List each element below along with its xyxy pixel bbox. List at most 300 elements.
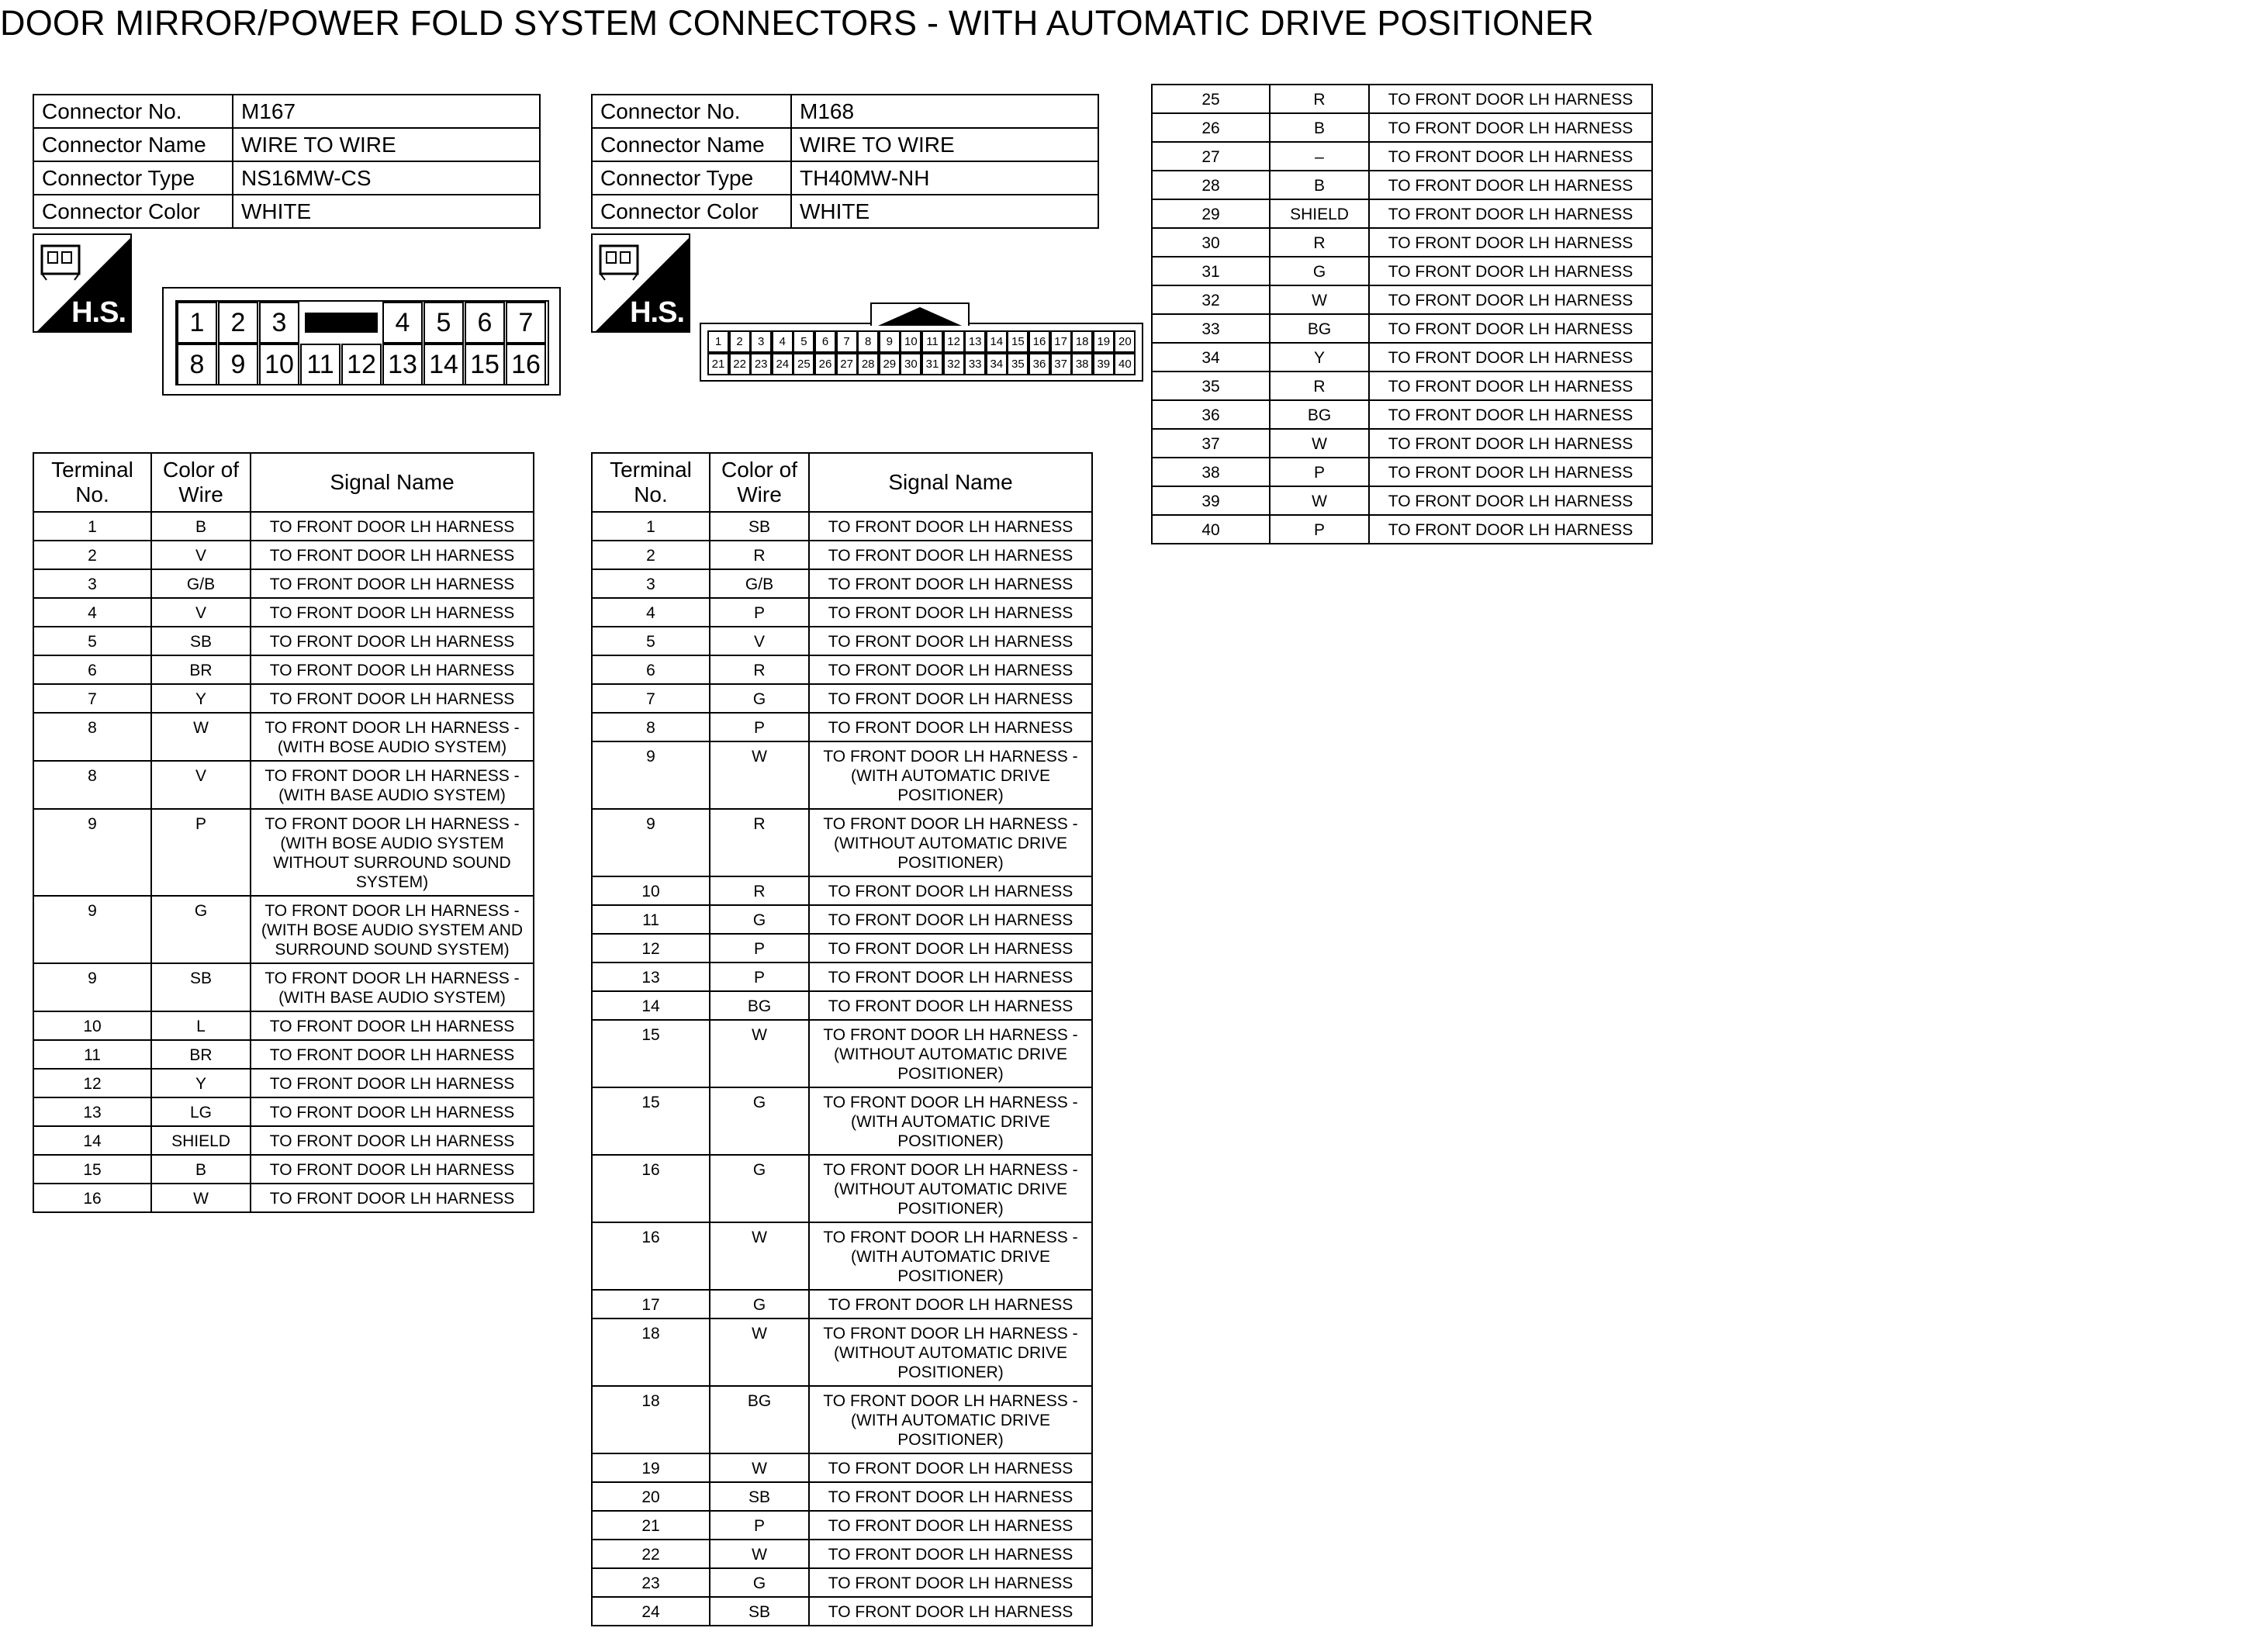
signal-name: [1369, 372, 1652, 400]
terminal-no: 26: [1152, 113, 1270, 142]
terminal-no: 4: [592, 598, 710, 627]
signal-name: [1369, 314, 1652, 343]
connector-pin: 11: [921, 330, 943, 353]
signal-name: [809, 1155, 1092, 1222]
signal-line: POSITIONER): [897, 1431, 1004, 1449]
signal-name: [809, 991, 1092, 1020]
table-row: [33, 1040, 534, 1069]
terminal-no: 18: [592, 1318, 710, 1386]
terminal-no: 3: [592, 569, 710, 598]
connector-pin: 22: [729, 353, 751, 375]
signal-name: [809, 1222, 1092, 1290]
lock-latch-icon: [872, 304, 968, 326]
connector-pin: 36: [1029, 353, 1050, 375]
terminal-no: 10: [592, 876, 710, 905]
terminal-no: 9: [592, 809, 710, 876]
wire-color: V: [151, 761, 251, 809]
hs-label: H.S.: [71, 296, 126, 329]
signal-line: TO FRONT DOOR LH HARNESS -: [264, 767, 520, 785]
wire-color: B: [1270, 171, 1369, 199]
signal-name: [809, 569, 1092, 598]
connector-pin: 26: [814, 353, 836, 375]
table-row: [592, 512, 1092, 541]
wire-color: P: [710, 1511, 809, 1540]
terminal-no: 5: [33, 627, 151, 655]
signal-name: [809, 1020, 1092, 1087]
signal-line: (WITH BASE AUDIO SYSTEM): [278, 786, 506, 804]
table-row: [592, 963, 1092, 991]
info-label: Connector No.: [592, 95, 791, 128]
wire-color: P: [710, 963, 809, 991]
terminal-no: 13: [592, 963, 710, 991]
signal-line: (WITH AUTOMATIC DRIVE: [850, 1248, 1051, 1266]
terminal-no: 34: [1152, 343, 1270, 372]
signal-name: [809, 512, 1092, 541]
signal-line: TO FRONT DOOR LH HARNESS: [269, 1046, 515, 1064]
connector-pin: 6: [465, 302, 505, 344]
signal-line: POSITIONER): [897, 1132, 1004, 1150]
terminal-no: 3: [33, 569, 151, 598]
wire-color: W: [710, 1453, 809, 1482]
signal-line: TO FRONT DOOR LH HARNESS: [1388, 234, 1634, 252]
signal-line: TO FRONT DOOR LH HARNESS: [1388, 349, 1634, 367]
signal-name: [809, 905, 1092, 934]
terminal-no: 8: [592, 713, 710, 741]
signal-line: TO FRONT DOOR LH HARNESS -: [264, 902, 520, 920]
signal-line: POSITIONER): [897, 1200, 1004, 1218]
table-row: [33, 1126, 534, 1155]
wire-color: SHIELD: [151, 1126, 251, 1155]
connector-pin: 19: [1093, 330, 1115, 353]
signal-name: [251, 655, 534, 684]
signal-line: TO FRONT DOOR LH HARNESS: [828, 997, 1073, 1015]
table-row: [1152, 142, 1652, 171]
signal-name: [809, 1386, 1092, 1453]
signal-line: TO FRONT DOOR LH HARNESS: [828, 1517, 1073, 1535]
connector-pin: 20: [1114, 330, 1136, 353]
connector-pin: 32: [943, 353, 965, 375]
table-row: [1152, 85, 1652, 113]
table-row: [33, 598, 534, 627]
signal-name: [809, 963, 1092, 991]
signal-line: TO FRONT DOOR LH HARNESS: [828, 940, 1073, 958]
signal-name: [1369, 257, 1652, 285]
terminal-no: 15: [592, 1020, 710, 1087]
terminal-no: 16: [592, 1222, 710, 1290]
wire-color: G: [710, 1568, 809, 1597]
table-row: [592, 569, 1092, 598]
connector-pin: 15: [1007, 330, 1029, 353]
terminal-no: 36: [1152, 400, 1270, 429]
signal-line: TO FRONT DOOR LH HARNESS: [828, 604, 1073, 622]
signal-name: [809, 1290, 1092, 1318]
m168-locking-tab: [870, 302, 970, 326]
signal-line: TO FRONT DOOR LH HARNESS: [828, 633, 1073, 651]
terminal-no: 6: [33, 655, 151, 684]
header-terminal: Terminal No.: [33, 453, 151, 512]
terminal-no: 16: [33, 1184, 151, 1212]
signal-name: [1369, 85, 1652, 113]
signal-name: [251, 1155, 534, 1184]
terminal-no: 12: [33, 1069, 151, 1097]
connector-pin: 3: [750, 330, 772, 353]
signal-name: [1369, 458, 1652, 486]
terminal-no: 25: [1152, 85, 1270, 113]
signal-line: TO FRONT DOOR LH HARNESS -: [264, 719, 520, 737]
signal-line: (WITHOUT AUTOMATIC DRIVE: [833, 1180, 1067, 1198]
signal-line: TO FRONT DOOR LH HARNESS: [269, 518, 515, 536]
connector-pin: 8: [857, 330, 879, 353]
wire-color: SB: [151, 627, 251, 655]
table-row: [592, 1453, 1092, 1482]
wire-color: R: [1270, 372, 1369, 400]
signal-line: TO FRONT DOOR LH HARNESS -: [823, 1026, 1078, 1044]
terminal-no: 18: [592, 1386, 710, 1453]
wire-color: W: [151, 713, 251, 761]
terminal-no: 35: [1152, 372, 1270, 400]
signal-line: (WITH AUTOMATIC DRIVE: [850, 1113, 1051, 1131]
terminal-no: 29: [1152, 199, 1270, 228]
wire-color: V: [151, 541, 251, 569]
wire-color: W: [710, 741, 809, 809]
terminal-no: 16: [592, 1155, 710, 1222]
m167-connector-name: WIRE TO WIRE: [233, 128, 540, 161]
connector-pin: 10: [900, 330, 921, 353]
wire-color: P: [1270, 458, 1369, 486]
table-row: [33, 627, 534, 655]
page-title: DOOR MIRROR/POWER FOLD SYSTEM CONNECTORS - WITH AUTOMATIC DRIVE POSITIONER: [0, 3, 1594, 43]
signal-line: TO FRONT DOOR LH HARNESS: [269, 604, 515, 622]
signal-name: [251, 761, 534, 809]
terminal-no: 21: [592, 1511, 710, 1540]
connector-pin: 5: [793, 330, 814, 353]
signal-line: SYSTEM): [355, 873, 429, 891]
wire-color: W: [1270, 285, 1369, 314]
signal-name: [251, 627, 534, 655]
connector-pin: 18: [1071, 330, 1093, 353]
signal-name: [1369, 343, 1652, 372]
info-label: Connector No.: [33, 95, 233, 128]
signal-line: TO FRONT DOOR LH HARNESS -: [264, 969, 520, 987]
signal-line: TO FRONT DOOR LH HARNESS: [1388, 492, 1634, 510]
wire-color: B: [151, 512, 251, 541]
connector-pin: 29: [879, 353, 901, 375]
signal-name: [251, 684, 534, 713]
table-row: [592, 627, 1092, 655]
signal-line: TO FRONT DOOR LH HARNESS: [1388, 263, 1634, 281]
connector-pin: 31: [921, 353, 943, 375]
terminal-no: 24: [592, 1597, 710, 1626]
signal-line: TO FRONT DOOR LH HARNESS: [828, 883, 1073, 900]
signal-name: [809, 1453, 1092, 1482]
signal-line: TO FRONT DOOR LH HARNESS: [269, 547, 515, 565]
signal-line: TO FRONT DOOR LH HARNESS: [1388, 464, 1634, 482]
connector-pin: 4: [382, 302, 423, 344]
table-row: [33, 1011, 534, 1040]
signal-name: [251, 1126, 534, 1155]
table-row: [33, 761, 534, 809]
terminal-no: 9: [592, 741, 710, 809]
connector-pin: 12: [341, 344, 382, 385]
signal-line: TO FRONT DOOR LH HARNESS -: [823, 1094, 1078, 1111]
terminal-no: 11: [33, 1040, 151, 1069]
terminal-no: 22: [592, 1540, 710, 1568]
connector-pin: 25: [793, 353, 814, 375]
signal-name: [809, 1482, 1092, 1511]
terminal-no: 15: [592, 1087, 710, 1155]
terminal-no: 1: [592, 512, 710, 541]
connector-pin: 35: [1007, 353, 1029, 375]
wire-color: W: [1270, 429, 1369, 458]
signal-name: [809, 1318, 1092, 1386]
table-row: [1152, 314, 1652, 343]
signal-name: [1369, 228, 1652, 257]
header-signal: Signal Name: [251, 453, 534, 512]
m168-connector-type: TH40MW-NH: [791, 161, 1098, 195]
connector-pin: 11: [300, 344, 341, 385]
table-row: [33, 512, 534, 541]
header-color: Color of Wire: [710, 453, 809, 512]
connector-pin: 38: [1071, 353, 1093, 375]
signal-line: TO FRONT DOOR LH HARNESS: [828, 1574, 1073, 1592]
signal-line: TO FRONT DOOR LH HARNESS: [828, 969, 1073, 987]
wire-color: Y: [151, 684, 251, 713]
signal-line: TO FRONT DOOR LH HARNESS -: [823, 1392, 1078, 1410]
wire-color: SB: [151, 963, 251, 1011]
m167-info-table: [33, 94, 541, 229]
signal-line: WITHOUT SURROUND SOUND: [273, 854, 511, 872]
signal-line: TO FRONT DOOR LH HARNESS: [828, 690, 1073, 708]
signal-line: POSITIONER): [897, 786, 1004, 804]
signal-line: TO FRONT DOOR LH HARNESS -: [823, 1325, 1078, 1343]
signal-name: [809, 1511, 1092, 1540]
terminal-no: 11: [592, 905, 710, 934]
header-terminal: Terminal No.: [592, 453, 710, 512]
m168-terminal-table-continued: [1151, 84, 1653, 544]
signal-line: TO FRONT DOOR LH HARNESS: [828, 547, 1073, 565]
wire-color: BG: [1270, 400, 1369, 429]
signal-line: SURROUND SOUND SYSTEM): [275, 941, 510, 959]
wire-color: BG: [1270, 314, 1369, 343]
m167-connector-color: WHITE: [233, 195, 540, 228]
signal-line: TO FRONT DOOR LH HARNESS: [1388, 435, 1634, 453]
signal-line: TO FRONT DOOR LH HARNESS -: [264, 815, 520, 833]
wire-color: G: [710, 1087, 809, 1155]
table-row: [1152, 458, 1652, 486]
connector-pin: 40: [1114, 353, 1136, 375]
m168-hs-badge: [591, 233, 690, 333]
table-row: [592, 598, 1092, 627]
signal-name: [251, 1097, 534, 1126]
terminal-no: 23: [592, 1568, 710, 1597]
table-row: [592, 684, 1092, 713]
signal-line: TO FRONT DOOR LH HARNESS: [1388, 177, 1634, 195]
signal-line: TO FRONT DOOR LH HARNESS: [828, 575, 1073, 593]
wire-color: P: [151, 809, 251, 896]
wire-color: BG: [710, 1386, 809, 1453]
connector-pin: 9: [879, 330, 901, 353]
connector-pin: 14: [424, 344, 464, 385]
terminal-no: 10: [33, 1011, 151, 1040]
wire-color: G: [1270, 257, 1369, 285]
signal-line: TO FRONT DOOR LH HARNESS: [269, 1018, 515, 1035]
signal-name: [1369, 142, 1652, 171]
signal-line: TO FRONT DOOR LH HARNESS: [828, 518, 1073, 536]
signal-line: TO FRONT DOOR LH HARNESS: [1388, 320, 1634, 338]
connector-pin: 1: [707, 330, 729, 353]
signal-line: TO FRONT DOOR LH HARNESS: [269, 1132, 515, 1150]
signal-line: TO FRONT DOOR LH HARNESS: [1388, 406, 1634, 424]
terminal-no: 2: [592, 541, 710, 569]
m168-terminal-table: [591, 452, 1093, 1626]
m168-connector-no: M168: [791, 95, 1098, 128]
wire-color: G: [710, 684, 809, 713]
signal-name: [251, 1011, 534, 1040]
connector-pin: 5: [424, 302, 464, 344]
terminal-no: 7: [33, 684, 151, 713]
table-row: [592, 991, 1092, 1020]
terminal-no: 6: [592, 655, 710, 684]
wire-color: SB: [710, 1482, 809, 1511]
signal-name: [809, 627, 1092, 655]
connector-pin: 8: [177, 344, 217, 385]
signal-line: TO FRONT DOOR LH HARNESS: [269, 662, 515, 679]
signal-line: TO FRONT DOOR LH HARNESS: [828, 1546, 1073, 1564]
connector-pin: 13: [964, 330, 986, 353]
table-row: [1152, 285, 1652, 314]
header-signal: Signal Name: [809, 453, 1092, 512]
signal-line: TO FRONT DOOR LH HARNESS: [269, 575, 515, 593]
signal-name: [809, 876, 1092, 905]
table-row: [1152, 228, 1652, 257]
signal-line: POSITIONER): [897, 1065, 1004, 1083]
signal-line: (WITH AUTOMATIC DRIVE: [850, 767, 1051, 785]
table-row: [1152, 515, 1652, 544]
table-row: [1152, 429, 1652, 458]
wire-color: P: [710, 934, 809, 963]
connector-pin: 23: [750, 353, 772, 375]
signal-name: [251, 896, 534, 963]
m168-info-table: [591, 94, 1099, 229]
table-row: [1152, 372, 1652, 400]
signal-name: [251, 1069, 534, 1097]
wire-color: G: [710, 1155, 809, 1222]
signal-line: TO FRONT DOOR LH HARNESS: [269, 690, 515, 708]
terminal-no: 31: [1152, 257, 1270, 285]
terminal-no: 7: [592, 684, 710, 713]
signal-name: [809, 713, 1092, 741]
connector-pin: 3: [259, 302, 299, 344]
signal-name: [1369, 171, 1652, 199]
connector-pin: 16: [506, 344, 546, 385]
signal-line: TO FRONT DOOR LH HARNESS: [1388, 148, 1634, 166]
wire-color: BG: [710, 991, 809, 1020]
signal-line: (WITH BOSE AUDIO SYSTEM): [277, 738, 507, 756]
signal-line: TO FRONT DOOR LH HARNESS: [269, 1075, 515, 1093]
table-row: [592, 809, 1092, 876]
connector-pin: 7: [506, 302, 546, 344]
signal-line: TO FRONT DOOR LH HARNESS: [828, 1488, 1073, 1506]
connector-pin: 39: [1093, 353, 1115, 375]
m167-connector-face: [162, 287, 561, 396]
signal-name: [809, 934, 1092, 963]
table-row: [1152, 199, 1652, 228]
connector-pin: 1: [177, 302, 217, 344]
signal-line: TO FRONT DOOR LH HARNESS: [828, 719, 1073, 737]
signal-name: [1369, 285, 1652, 314]
table-row: [592, 541, 1092, 569]
signal-name: [251, 569, 534, 598]
wire-color: SB: [710, 1597, 809, 1626]
m167-hs-badge: [33, 233, 132, 333]
signal-line: (WITH BASE AUDIO SYSTEM): [278, 989, 506, 1007]
connector-pin: 4: [772, 330, 793, 353]
signal-line: TO FRONT DOOR LH HARNESS: [1388, 292, 1634, 309]
signal-name: [809, 1597, 1092, 1626]
wire-color: R: [710, 655, 809, 684]
wire-color: R: [710, 809, 809, 876]
table-row: [592, 1087, 1092, 1155]
signal-name: [809, 1568, 1092, 1597]
connector-pin: 17: [1050, 330, 1072, 353]
wire-color: G: [710, 905, 809, 934]
terminal-no: 17: [592, 1290, 710, 1318]
signal-line: POSITIONER): [897, 854, 1004, 872]
wire-color: –: [1270, 142, 1369, 171]
signal-name: [1369, 199, 1652, 228]
signal-line: TO FRONT DOOR LH HARNESS -: [823, 815, 1078, 833]
terminal-no: 1: [33, 512, 151, 541]
wire-color: BR: [151, 655, 251, 684]
signal-name: [809, 541, 1092, 569]
wire-color: L: [151, 1011, 251, 1040]
signal-line: TO FRONT DOOR LH HARNESS: [828, 911, 1073, 929]
signal-line: TO FRONT DOOR LH HARNESS: [1388, 91, 1634, 109]
info-label: Connector Color: [592, 195, 791, 228]
table-row: [592, 1020, 1092, 1087]
connector-pin: 9: [218, 344, 258, 385]
connector-pin: 7: [836, 330, 858, 353]
terminal-no: 9: [33, 963, 151, 1011]
table-row: [592, 1386, 1092, 1453]
terminal-no: 8: [33, 761, 151, 809]
terminal-no: 27: [1152, 142, 1270, 171]
wire-color: G: [151, 896, 251, 963]
m167-connector-no: M167: [233, 95, 540, 128]
signal-line: TO FRONT DOOR LH HARNESS: [1388, 119, 1634, 137]
signal-name: [1369, 429, 1652, 458]
terminal-no: 37: [1152, 429, 1270, 458]
signal-line: POSITIONER): [897, 1267, 1004, 1285]
hs-label: H.S.: [630, 296, 684, 329]
signal-name: [1369, 400, 1652, 429]
wire-color: W: [151, 1184, 251, 1212]
terminal-no: 20: [592, 1482, 710, 1511]
signal-line: POSITIONER): [897, 1363, 1004, 1381]
wire-color: Y: [1270, 343, 1369, 372]
signal-name: [1369, 113, 1652, 142]
terminal-no: 19: [592, 1453, 710, 1482]
table-row: [592, 1597, 1092, 1626]
signal-name: [809, 741, 1092, 809]
terminal-no: 9: [33, 809, 151, 896]
wire-color: W: [710, 1318, 809, 1386]
wire-color: V: [151, 598, 251, 627]
signal-line: TO FRONT DOOR LH HARNESS: [828, 1603, 1073, 1621]
signal-name: [809, 1540, 1092, 1568]
connector-pin: 2: [729, 330, 751, 353]
signal-line: TO FRONT DOOR LH HARNESS: [269, 633, 515, 651]
